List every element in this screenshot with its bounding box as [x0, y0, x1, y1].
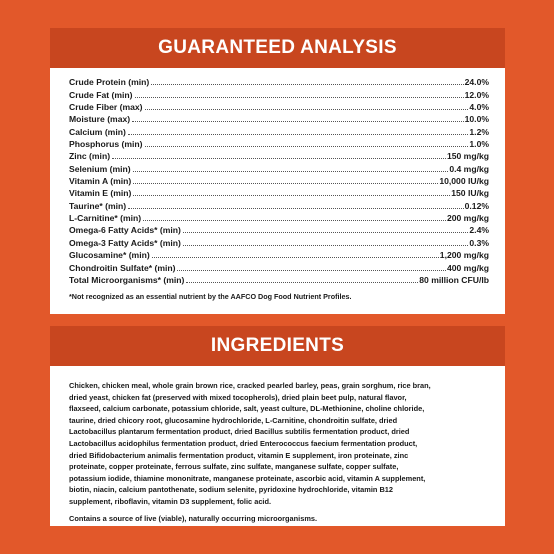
dot-leader	[177, 269, 445, 271]
analysis-value: 2.4%	[469, 225, 489, 236]
analysis-label: Calcium (min)	[69, 126, 126, 137]
analysis-row	[69, 138, 489, 150]
analysis-value: 10,000 IU/kg	[439, 176, 489, 187]
analysis-value: 1,200 mg/kg	[439, 250, 489, 261]
analysis-value: 150 mg/kg	[446, 151, 489, 162]
analysis-label: Chondroitin Sulfate* (min)	[69, 262, 176, 273]
analysis-row	[69, 199, 489, 211]
analysis-value: 80 million CFU/lb	[419, 274, 489, 285]
ingredients-list	[50, 366, 505, 508]
ingredients-line: flaxseed, calcium carbonate, potassium chloride, salt, yeast culture, DL-Methionine, choline chloride,	[69, 404, 425, 414]
analysis-value: 0.4 mg/kg	[449, 163, 489, 174]
analysis-label: L-Carnitine* (min)	[69, 213, 142, 224]
analysis-label: Crude Fiber (max)	[69, 102, 143, 113]
analysis-label: Omega-3 Fatty Acids* (min)	[69, 237, 181, 248]
dot-leader	[151, 83, 463, 85]
aafco-footnote: *Not recognized as an essential nutrient by the AAFCO Dog Food Nutrient Profiles.	[69, 291, 352, 301]
dot-leader	[152, 256, 439, 258]
ingredients-line: supplement, riboflavin, vitamin D3 supplement, folic acid.	[69, 496, 272, 506]
analysis-value: 10.0%	[464, 114, 489, 125]
dot-leader	[133, 182, 438, 184]
guaranteed-analysis-table	[50, 68, 505, 286]
analysis-row	[69, 212, 489, 224]
analysis-row	[69, 76, 489, 88]
dot-leader	[145, 108, 469, 110]
analysis-label: Vitamin A (min)	[69, 176, 132, 187]
analysis-value: 12.0%	[464, 89, 489, 100]
ingredients-line: dried Bifidobacterium animalis fermentation product, vitamin E supplement, iron proteinate, zinc	[69, 450, 409, 460]
analysis-row	[69, 150, 489, 162]
analysis-label: Total Microorganisms* (min)	[69, 274, 185, 285]
analysis-value: 0.3%	[469, 237, 489, 248]
analysis-label: Vitamin E (min)	[69, 188, 132, 199]
analysis-value: 4.0%	[469, 102, 489, 113]
ingredients-line: potassium iodide, thiamine mononitrate, manganese proteinate, ascorbic acid, vitamin A supplement,	[69, 473, 426, 483]
analysis-value: 24.0%	[464, 77, 489, 88]
dot-leader	[133, 170, 449, 172]
dot-leader	[186, 281, 418, 283]
analysis-value: 400 mg/kg	[446, 262, 489, 273]
ingredients-panel	[50, 326, 505, 526]
dot-leader	[145, 145, 469, 147]
analysis-value: 150 IU/kg	[451, 188, 489, 199]
ingredients-line: Lactobacillus acidophilus fermentation product, dried Enterococcus faecium fermentation product,	[69, 438, 418, 448]
analysis-row	[69, 274, 489, 286]
analysis-label: Glucosamine* (min)	[69, 250, 150, 261]
ingredients-line: Chicken, chicken meal, whole grain brown rice, cracked pearled barley, peas, grain sorghum, rice bran,	[69, 381, 431, 390]
analysis-value: 200 mg/kg	[446, 213, 489, 224]
analysis-row	[69, 113, 489, 125]
analysis-label: Moisture (max)	[69, 114, 131, 125]
analysis-row	[69, 249, 489, 261]
analysis-value: 0.12%	[464, 200, 489, 211]
analysis-row	[69, 187, 489, 199]
analysis-label: Taurine* (min)	[69, 200, 127, 211]
microorganisms-note: Contains a source of live (viable), naturally occurring microorganisms.	[69, 513, 318, 523]
analysis-row	[69, 261, 489, 273]
dot-leader	[183, 244, 469, 246]
analysis-value: 1.0%	[469, 139, 489, 150]
dot-leader	[128, 207, 463, 209]
analysis-value: 1.2%	[469, 126, 489, 137]
analysis-row	[69, 101, 489, 113]
dot-leader	[112, 157, 446, 159]
analysis-row	[69, 236, 489, 248]
ingredients-line: taurine, dried chicory root, glucosamine hydrochloride, L-Carnitine, chondroitin sulfate, dried	[69, 415, 398, 425]
dot-leader	[183, 231, 469, 233]
ingredients-line: biotin, niacin, calcium pantothenate, sodium selenite, pyridoxine hydrochloride, vitamin B12	[69, 485, 394, 495]
analysis-row	[69, 175, 489, 187]
analysis-row	[69, 224, 489, 236]
analysis-label: Zinc (min)	[69, 151, 111, 162]
dot-leader	[143, 219, 446, 221]
analysis-label: Crude Protein (min)	[69, 77, 150, 88]
ingredients-title: INGREDIENTS	[50, 326, 505, 366]
analysis-label: Phosphorus (min)	[69, 139, 143, 150]
guaranteed-analysis-panel	[50, 28, 505, 314]
analysis-label: Selenium (min)	[69, 163, 131, 174]
ingredients-line: proteinate, copper proteinate, ferrous sulfate, zinc sulfate, manganese sulfate, copper sulfate,	[69, 462, 399, 472]
guaranteed-analysis-title: GUARANTEED ANALYSIS	[50, 28, 505, 68]
analysis-row	[69, 125, 489, 137]
dot-leader	[128, 133, 469, 135]
analysis-label: Crude Fat (min)	[69, 89, 133, 100]
analysis-row	[69, 88, 489, 100]
ingredients-line: Lactobacillus plantarum fermentation product, dried Bacillus subtilis fermentation product, dried	[69, 427, 410, 437]
dot-leader	[135, 96, 464, 98]
dot-leader	[133, 194, 450, 196]
dot-leader	[132, 120, 464, 122]
analysis-label: Omega-6 Fatty Acids* (min)	[69, 225, 181, 236]
ingredients-line: dried yeast, chicken fat (preserved with mixed tocopherols), dried plain beet pulp, natural flavor,	[69, 392, 407, 402]
analysis-row	[69, 162, 489, 174]
